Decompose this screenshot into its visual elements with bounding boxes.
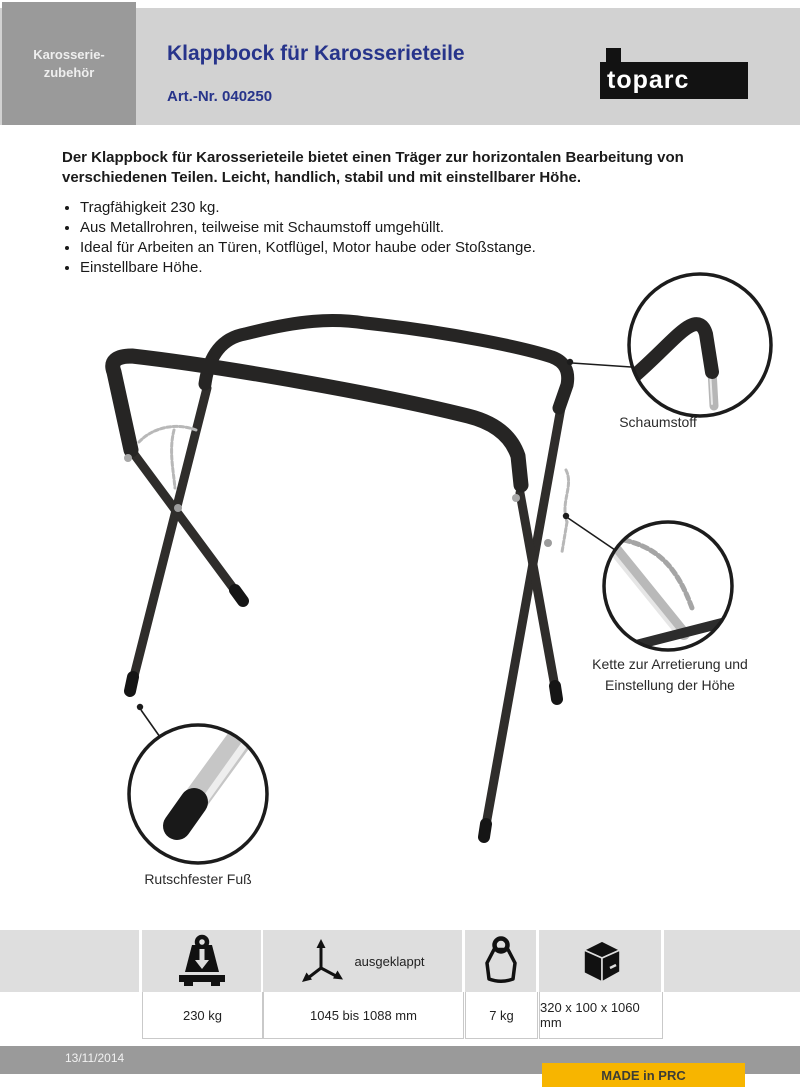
article-number: Art.-Nr. 040250 bbox=[167, 88, 273, 105]
front-frame bbox=[113, 356, 557, 699]
page-title: Klappbock für Karosserieteile bbox=[167, 42, 465, 65]
hinge-bolt bbox=[174, 504, 182, 512]
feature-item: • Aus Metallrohren, teilweise mit Schaumstoff umgehüllt. bbox=[80, 218, 760, 238]
product-description: Der Klappbock für Karosserieteile bietet einen Träger zur horizontalen Bearbeitung von verschiedenen Teilen. Leicht, handlich, stabil und mit einstellbarer Höhe. bbox=[62, 149, 684, 186]
category-line2: zubehör bbox=[43, 64, 95, 80]
feature-item: • Einstellbare Höhe. bbox=[80, 258, 760, 278]
spec-icon-capacity bbox=[142, 930, 261, 992]
weight-icon bbox=[479, 936, 523, 986]
dimensions-icon bbox=[300, 936, 346, 986]
hinge-bolt bbox=[544, 539, 552, 547]
spec-value-capacity: 230 kg bbox=[142, 992, 263, 1039]
chain-label-line2: Einstellung der Höhe bbox=[605, 677, 735, 693]
feature-item: • Ideal für Arbeiten an Türen, Kotflügel, Motor haube oder Stoßstange. bbox=[80, 238, 760, 258]
spec-value-weight: 7 kg bbox=[465, 992, 538, 1039]
chain-label bbox=[570, 654, 770, 696]
spec-icon-package bbox=[539, 930, 661, 992]
chain-callout bbox=[563, 513, 732, 650]
feature-list bbox=[62, 198, 760, 278]
brand-logo-text: toparc bbox=[607, 66, 690, 94]
spec-value-empty-right bbox=[664, 992, 800, 1038]
foot-callout bbox=[129, 704, 267, 863]
category-line1: Karosserie- bbox=[33, 46, 105, 62]
foam-callout bbox=[567, 274, 771, 416]
package-icon bbox=[574, 937, 626, 985]
spec-icon-dimensions bbox=[263, 930, 462, 992]
feature-item: • Tragfähigkeit 230 kg. bbox=[80, 198, 760, 218]
spec-value-package: 320 x 100 x 1060 mm bbox=[539, 992, 663, 1039]
category-box bbox=[2, 2, 136, 125]
spec-icon-empty-right bbox=[664, 930, 800, 992]
dimensions-mode-label: ausgeklappt bbox=[354, 953, 425, 969]
spec-icon-empty-left bbox=[0, 930, 139, 992]
load-capacity-icon bbox=[177, 934, 227, 988]
made-in-badge: MADE in PRC bbox=[542, 1063, 745, 1087]
footer-date: 13/11/2014 bbox=[65, 1051, 125, 1065]
brand-logo bbox=[600, 62, 748, 99]
weld-joint bbox=[124, 454, 132, 462]
weld-joint bbox=[512, 494, 520, 502]
spec-value-dimensions: 1045 bis 1088 mm bbox=[263, 992, 464, 1039]
spec-icon-weight bbox=[465, 930, 536, 992]
foot-label: Rutschfester Fuß bbox=[144, 871, 252, 887]
right-chain bbox=[562, 470, 569, 552]
foam-label: Schaumstoff bbox=[619, 414, 697, 430]
product-illustration bbox=[0, 270, 800, 910]
spec-value-empty-left bbox=[0, 992, 139, 1038]
chain-label-line1: Kette zur Arretierung und bbox=[592, 656, 748, 672]
